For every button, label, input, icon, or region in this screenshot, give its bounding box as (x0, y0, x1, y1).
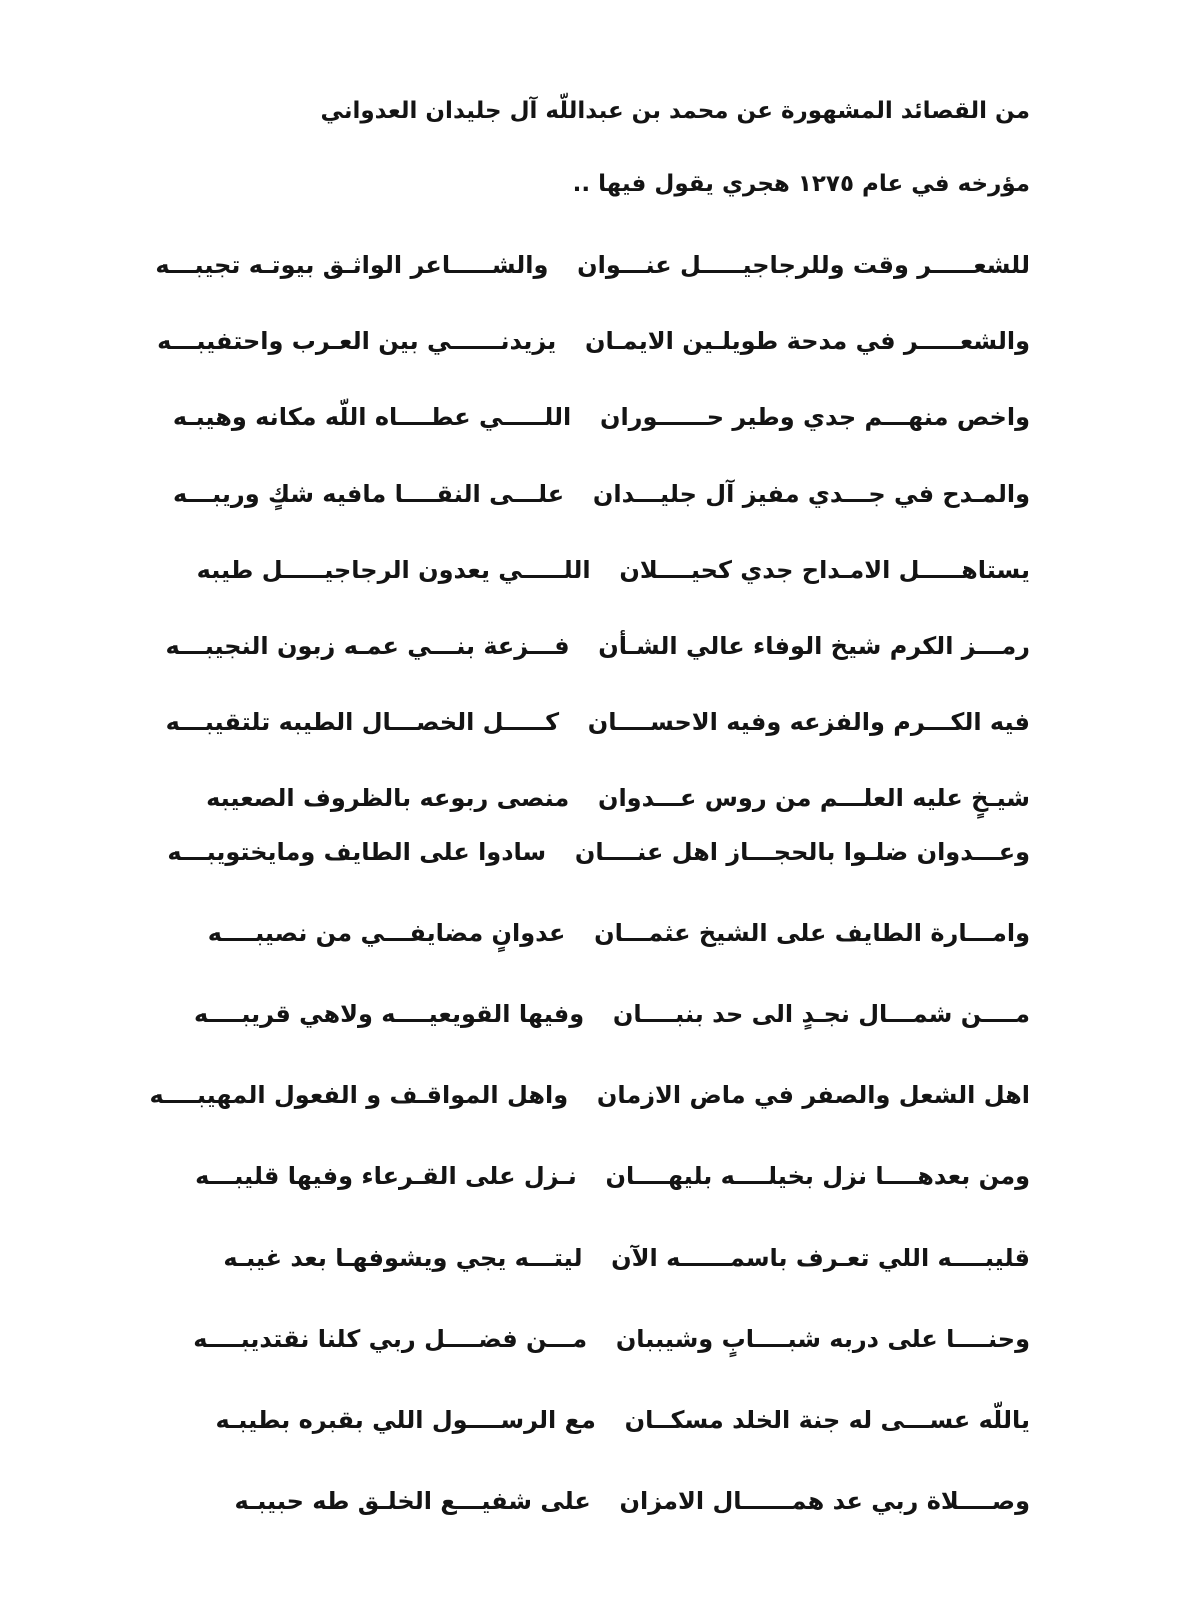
hemistich-first: وصــــلاة ربي عد همــــــال الامزان (619, 1487, 1030, 1516)
poem-title: من القصائد المشهورة عن محمد بن عبداللّه آل جليدان العدواني (320, 98, 1030, 124)
hemistich-gap (591, 1486, 620, 1517)
verse-row (193, 999, 1030, 1030)
hemistich-first: مــــن شمـــال نجـدٍ الى حد بنبــــان (612, 999, 1030, 1028)
hemistich-gap (548, 250, 577, 281)
verse-row (165, 707, 1030, 738)
hemistich-first: اهل الشعل والصفر في ماض الازمان (596, 1081, 1030, 1110)
hemistich-second: عدوانٍ مضايفـــي من نصيبــــه (207, 918, 566, 947)
hemistich-first: واخص منهـــم جدي وطير حــــــوران (599, 403, 1030, 432)
hemistich-first: شيـخٍ عليه العلـــم من روس عـــدوان (597, 784, 1030, 813)
verse-row (172, 402, 1030, 433)
hemistich-second: علـــى النقــــا مافيه شكٍ وريبـــه (172, 479, 565, 508)
hemistich-second: واهل المواقـف و الفعول المهيبــــه (149, 1081, 569, 1110)
verse-row (167, 837, 1030, 868)
hemistich-second: يزيدنــــــي بين العـرب واحتفيبـــه (157, 327, 557, 356)
hemistich-second: مع الرســــول اللي بقبره بطيبـه (215, 1405, 596, 1434)
hemistich-second: وفيها القويعيــــه ولاهي قريبــــه (193, 999, 585, 1028)
hemistich-gap (591, 555, 620, 586)
hemistich-second: والشـــــاعر الواثـق بيوتـه تجيبـــه (155, 251, 549, 280)
verse-row (172, 479, 1030, 510)
hemistich-first: للشعـــــر وقت وللرجاجيـــــل عنـــوان (577, 251, 1030, 280)
verse-row (206, 783, 1030, 814)
hemistich-second: كـــــل الخصـــال الطيبه تلتقيبـــه (165, 708, 560, 737)
hemistich-gap (582, 1243, 611, 1274)
hemistich-gap (587, 1324, 616, 1355)
hemistich-gap (577, 1161, 606, 1192)
hemistich-second: فـــزعة بنـــي عمـه زبون النجيبـــه (165, 632, 570, 661)
hemistich-second: ليتـــه يجي ويشوفهـا بعد غيبـه (223, 1243, 583, 1272)
hemistich-first: قليبــــه اللي تعـرف باسمــــــه الآن (611, 1243, 1030, 1272)
hemistich-gap (571, 402, 600, 433)
hemistich-first: يستاهـــــل الامـداح جدي كحيــــلان (619, 555, 1030, 584)
verse-row (165, 631, 1030, 662)
verse-row (149, 1080, 1030, 1111)
verse-row (196, 555, 1030, 586)
hemistich-first: ياللّه عســـى له جنة الخلد مسكــان (624, 1405, 1030, 1434)
hemistich-gap (564, 479, 593, 510)
verse-row (207, 918, 1030, 949)
hemistich-first: والشعـــــر في مدحة طويلـين الايمـان (584, 327, 1030, 356)
hemistich-second: منصى ربوعه بالظروف الصعيبه (206, 784, 570, 813)
hemistich-gap (596, 1405, 625, 1436)
hemistich-first: وامـــارة الطايف على الشيخ عثمـــان (594, 918, 1030, 947)
verse-row (210, 1486, 1030, 1517)
hemistich-first: رمـــز الكرم شيخ الوفاء عالي الشـأن (598, 632, 1030, 661)
hemistich-gap (569, 783, 598, 814)
hemistich-gap (546, 837, 575, 868)
hemistich-second: مـــن فضــــل ربي كلنا نقتديبــــه (193, 1324, 588, 1353)
hemistich-first: ومن بعدهــــا نزل بخيلــــه بليهــــان (605, 1162, 1030, 1191)
hemistich-first: والمـدح في جـــدي مفيز آل جليـــدان (592, 479, 1030, 508)
hemistich-gap (556, 326, 585, 357)
hemistich-first: وعـــدوان ضلـوا بالحجـــاز اهل عنــــان (574, 837, 1030, 866)
hemistich-gap (584, 999, 613, 1030)
hemistich-second: اللـــــي عطــــاه اللّه مكانه وهيبـه (172, 403, 572, 432)
hemistich-first: فيه الكـــرم والفزعه وفيه الاحســــان (587, 708, 1030, 737)
hemistich-gap (570, 631, 599, 662)
verse-row (157, 326, 1030, 357)
verse-row (210, 1405, 1030, 1436)
hemistich-second: نـزل على القـرعاء وفيها قليبـــه (195, 1162, 577, 1191)
verse-row (195, 1161, 1030, 1192)
hemistich-second: سادوا على الطايف ومايختويبـــه (167, 837, 547, 866)
hemistich-gap (559, 707, 588, 738)
hemistich-first: وحنــــا على دربه شبــــابٍ وشيببان (615, 1324, 1030, 1353)
poem-date-line: مؤرخه في عام ١٢٧٥ هجري يقول فيها .. (572, 171, 1030, 198)
verse-row (155, 250, 1030, 281)
verse-row (210, 1243, 1030, 1274)
hemistich-gap (568, 1080, 597, 1111)
hemistich-second: اللـــــي يعدون الرجاجيـــــل طيبه (196, 555, 591, 584)
verse-row (193, 1324, 1030, 1355)
verses (149, 250, 1030, 1517)
hemistich-gap (565, 918, 594, 949)
hemistich-second: على شفيـــع الخلـق طه حبيبـه (234, 1487, 591, 1516)
